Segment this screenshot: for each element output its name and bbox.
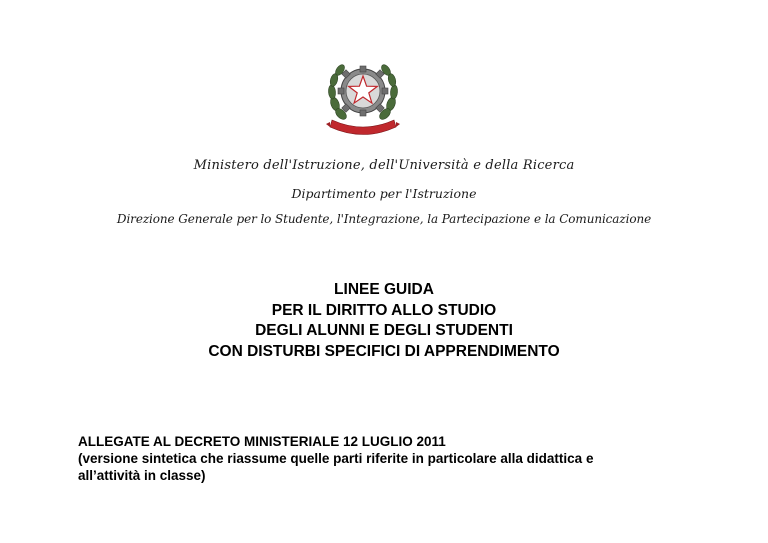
title-line: PER IL DIRITTO ALLO STUDIO <box>271 301 497 319</box>
attachment-line: (versione sintetica che riassume quelle parti riferite in particolare alla didattica e <box>78 451 594 466</box>
directorate-name: Direzione Generale per lo Studente, l'Integrazione, la Partecipazione e la Comunicazione <box>116 212 652 226</box>
title-line: LINEE GUIDA <box>334 281 434 298</box>
document-title <box>0 280 768 362</box>
title-line: CON DISTURBI SPECIFICI DI APPRENDIMENTO <box>208 342 560 360</box>
department-name: Dipartimento per l'Istruzione <box>291 186 477 201</box>
attachment-note <box>78 433 718 484</box>
attachment-line: ALLEGATE AL DECRETO MINISTERIALE 12 LUGLIO 2011 <box>78 434 446 449</box>
italian-republic-emblem-icon <box>326 54 400 136</box>
title-line: DEGLI ALUNNI E DEGLI STUDENTI <box>255 322 513 339</box>
ministry-name: Ministero dell'Istruzione, dell'Università e della Ricerca <box>193 158 575 173</box>
attachment-line: all’attività in classe) <box>78 468 206 483</box>
